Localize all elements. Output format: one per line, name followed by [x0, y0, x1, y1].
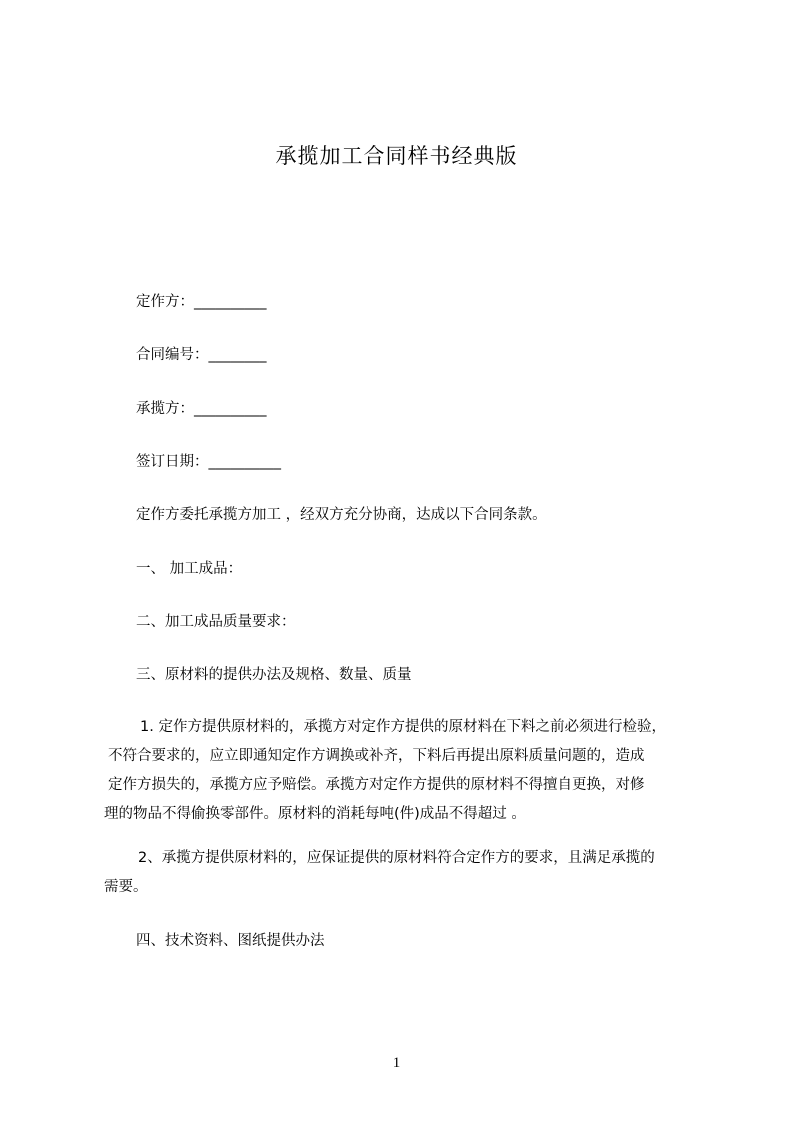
ordering-party-field: 定作方：__________ — [136, 294, 267, 310]
clause-2-line-2: 需要。 — [104, 879, 148, 895]
page-number: 1 — [392, 1055, 401, 1071]
section-heading-1: 一、 加工成品： — [136, 561, 243, 577]
clause-1-line-2: 不符合要求的，应立即通知定作方调换或补齐，下料后再提出原料质量问题的，造成 — [108, 748, 645, 764]
section-heading-2: 二、加工成品质量要求： — [136, 614, 296, 630]
clause-2-line-1: 2、承揽方提供原材料的，应保证提供的原材料符合定作方的要求，且满足承揽的 — [138, 850, 655, 866]
contractor-field: 承揽方：__________ — [136, 401, 267, 417]
clause-2-paragraph — [104, 844, 716, 902]
clause-1-line-4: 理的物品不得偷换零部件。原材料的消耗每吨(件)成品不得超过 。 — [104, 806, 526, 822]
section-heading-4: 四、技术资料、图纸提供办法 — [136, 933, 325, 949]
clause-1-line-3: 定作方损失的，承揽方应予赔偿。承揽方对定作方提供的原材料不得擅自更换，对修 — [108, 777, 645, 793]
contract-number-field: 合同编号：________ — [136, 347, 267, 363]
section-heading-3: 三、原材料的提供办法及规格、数量、质量 — [136, 667, 412, 683]
clause-1-paragraph — [104, 713, 716, 829]
intro-paragraph: 定作方委托承揽方加工 ，经双方充分协商，达成以下合同条款。 — [136, 507, 547, 523]
document-title: 承揽加工合同样书经典版 — [275, 144, 518, 168]
signing-date-field: 签订日期：__________ — [136, 454, 281, 470]
clause-1-line-1: 1. 定作方提供原材料的，承揽方对定作方提供的原材料在下料之前必须进行检验， — [140, 719, 666, 735]
